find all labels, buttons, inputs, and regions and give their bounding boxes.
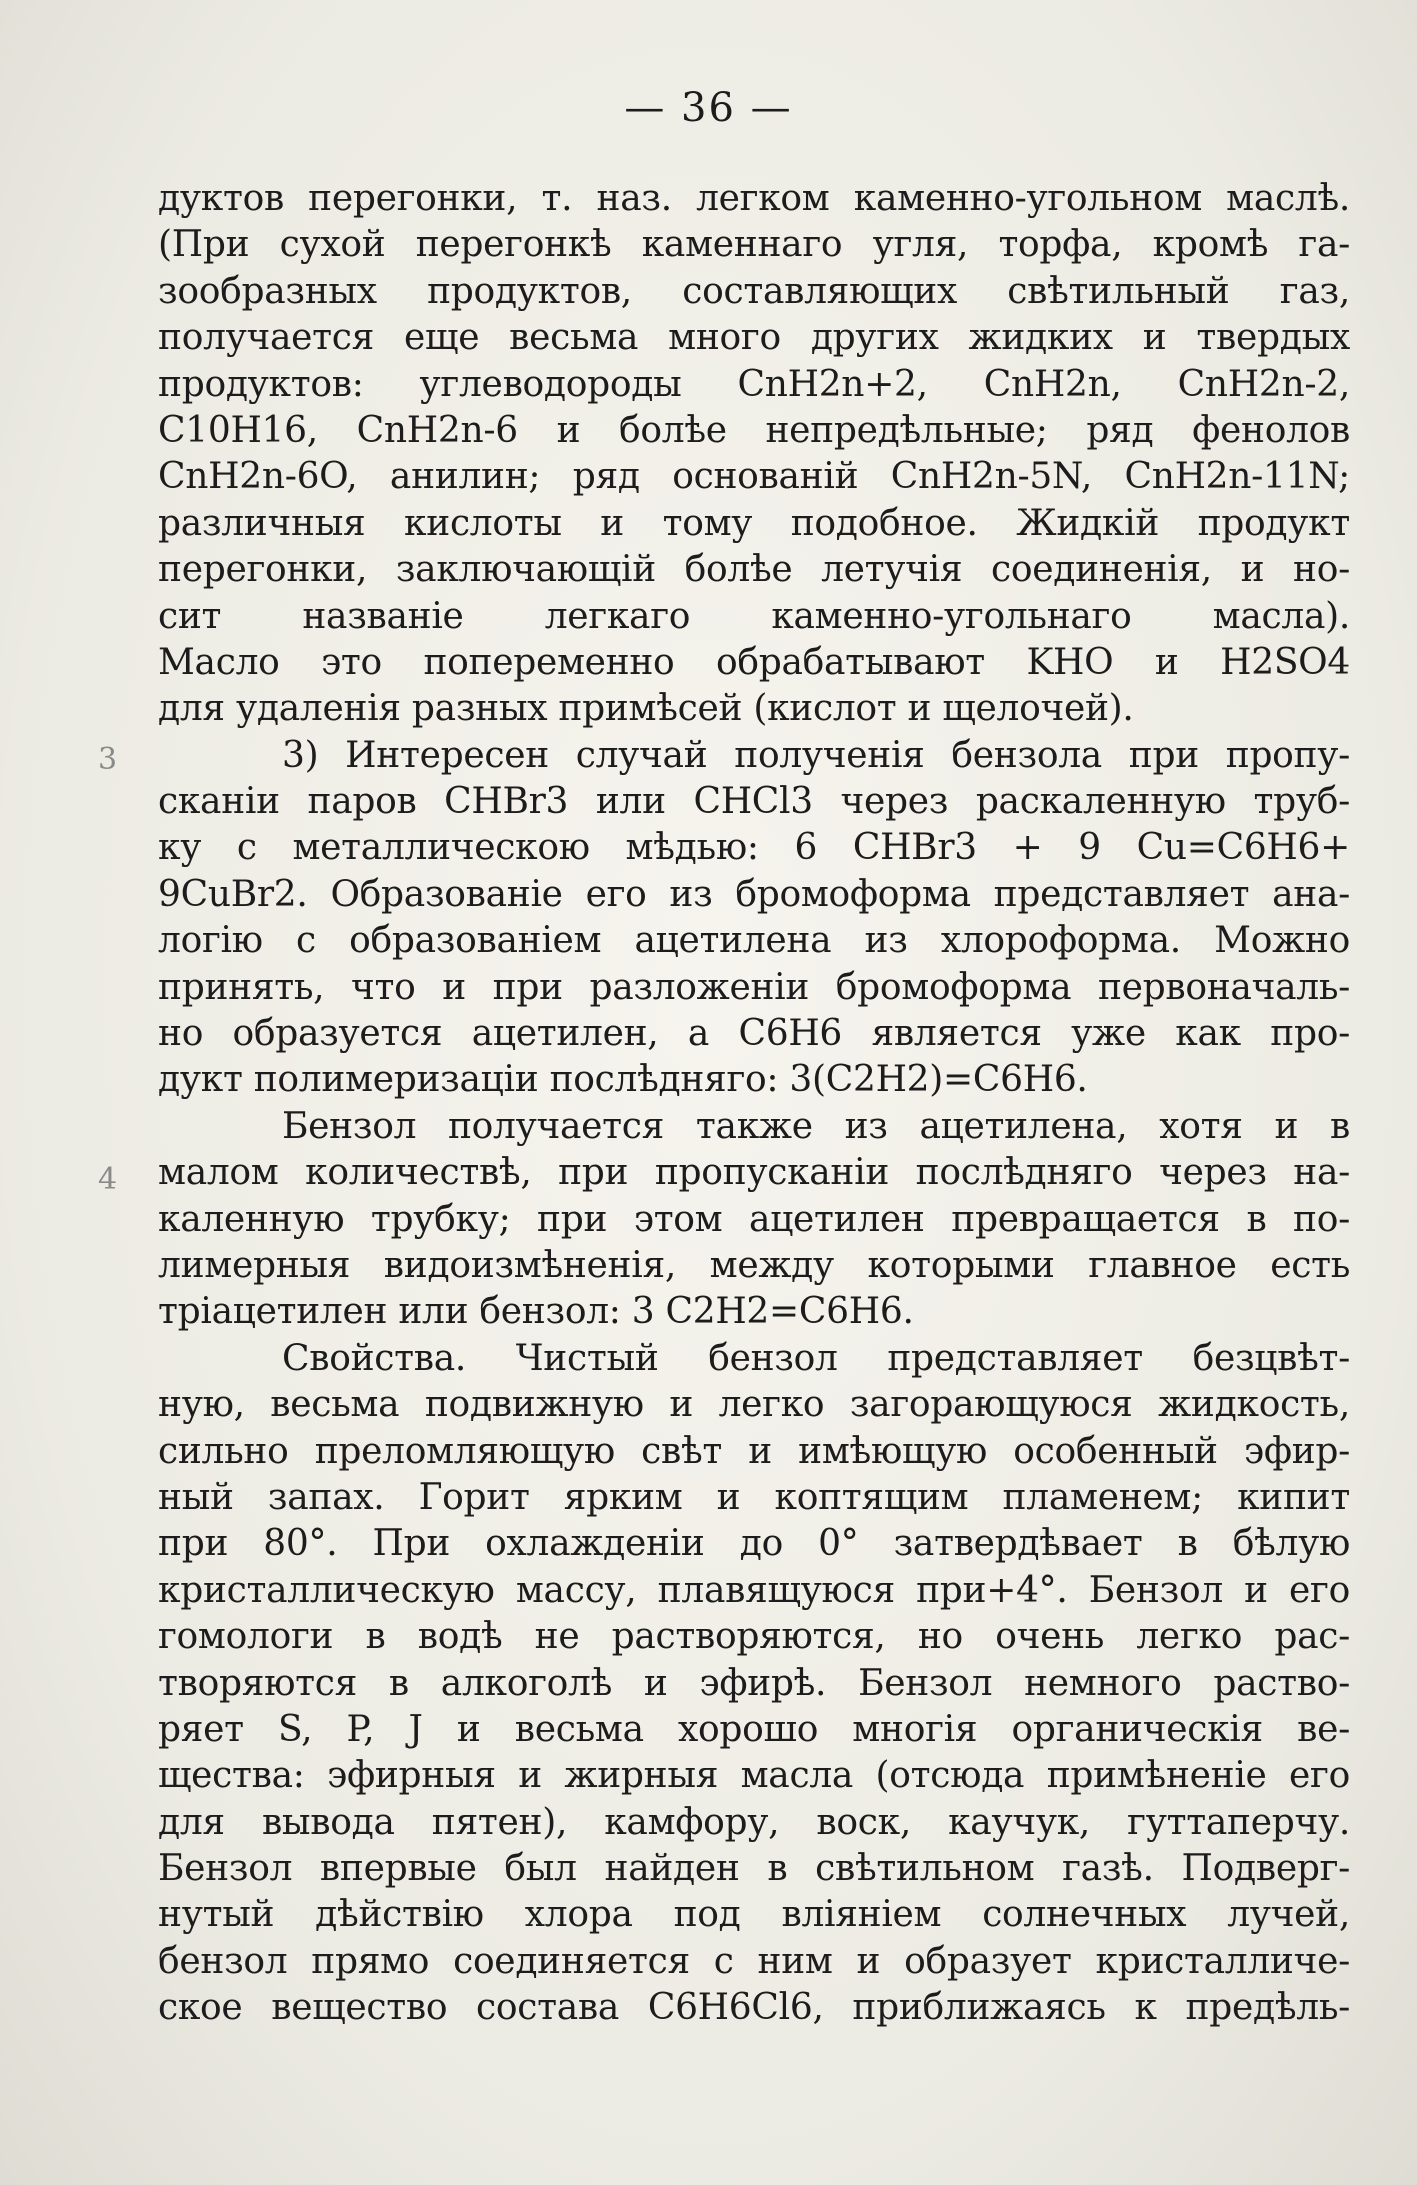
- text-line: сит названіе легкаго каменно-угольнаго масла).: [158, 595, 1350, 637]
- body-text: [158, 176, 1350, 2032]
- text-line: щества: эфирныя и жирныя масла (отсюда примѣненіе его: [158, 1755, 1350, 1797]
- text-line: ку с металлическою мѣдью: 6 CHBr3 + 9 Cu=C6H6+: [158, 827, 1350, 869]
- text-line: сильно преломляющую свѣт и имѣющую особенный эфир-: [158, 1430, 1350, 1472]
- text-line: (При сухой перегонкѣ каменнаго угля, торфа, кромѣ га-: [158, 224, 1350, 266]
- margin-mark: 3: [98, 742, 118, 777]
- text-line: получается еще весьма много других жидких и твердых: [158, 317, 1350, 359]
- text-line: для вывода пятен), камфору, воск, каучук, гуттаперчу.: [158, 1801, 1350, 1843]
- text-line: сканіи паров CHBr3 или CHCl3 через раскаленную труб-: [158, 781, 1350, 823]
- text-line: для удаленія разных примѣсей (кислот и щелочей).: [158, 688, 1134, 730]
- text-line: перегонки, заключающій болѣе летучія соединенія, и но-: [158, 549, 1350, 591]
- text-line: C10H16, CnH2n-6 и болѣе непредѣльные; ряд фенолов: [158, 409, 1350, 451]
- text-line: Свойства. Чистый бензол представляет безцвѣт-: [282, 1337, 1350, 1379]
- text-line: продуктов: углеводороды CnH2n+2, CnH2n, CnH2n-2,: [158, 363, 1350, 405]
- text-line: CnH2n-6O, анилин; ряд основаній CnH2n-5N, CnH2n-11N;: [158, 456, 1350, 498]
- text-line: ную, весьма подвижную и легко загорающуюся жидкость,: [158, 1384, 1350, 1426]
- text-line: логію с образованіем ацетилена из хлороформа. Можно: [158, 920, 1350, 962]
- margin-mark: 4: [98, 1162, 118, 1197]
- text-line: лимерныя видоизмѣненія, между которыми главное есть: [158, 1244, 1350, 1286]
- text-line: Масло это попеременно обрабатывают KHO и H2SO4: [158, 641, 1350, 683]
- text-line: малом количествѣ, при пропусканіи послѣдняго через на-: [158, 1152, 1350, 1194]
- text-line: каленную трубку; при этом ацетилен превращается в по-: [158, 1198, 1350, 1240]
- text-line: Бензол получается также из ацетилена, хотя и в: [282, 1105, 1350, 1147]
- text-line: различныя кислоты и тому подобное. Жидкій продукт: [158, 502, 1350, 544]
- text-line: бензол прямо соединяется с ним и образует кристалличе-: [158, 1940, 1350, 1982]
- text-line: ряет S, P, J и весьма хорошо многія органическія ве-: [158, 1708, 1350, 1750]
- text-line: 9CuBr2. Образованіе его из бромоформа представляет ана-: [158, 873, 1350, 915]
- text-line: дукт полимеризаціи послѣдняго: 3(C2H2)=C6H6.: [158, 1059, 1088, 1101]
- text-line: 3) Интересен случай полученія бензола при пропу-: [282, 734, 1350, 776]
- text-line: ское вещество состава C6H6Cl6, приближаясь к предѣль-: [158, 1987, 1350, 2029]
- text-line: дуктов перегонки, т. наз. легком каменно-угольном маслѣ.: [158, 178, 1350, 219]
- text-line: ный запах. Горит ярким и коптящим пламенем; кипит: [158, 1476, 1350, 1518]
- text-line: но образуется ацетилен, а C6H6 является уже как про-: [158, 1013, 1350, 1055]
- text-line: творяются в алкоголѣ и эфирѣ. Бензол немного раство-: [158, 1662, 1350, 1704]
- text-line: гомологи в водѣ не растворяются, но очень легко рас-: [158, 1616, 1350, 1658]
- text-line: при 80°. При охлажденіи до 0° затвердѣвает в бѣлую: [158, 1523, 1350, 1565]
- page-number: — 36 —: [624, 85, 793, 131]
- text-line: тріацетилен или бензол: 3 C2H2=C6H6.: [158, 1291, 914, 1333]
- text-line: зообразных продуктов, составляющих свѣтильный газ,: [158, 270, 1350, 312]
- text-line: принять, что и при разложеніи бромоформа первоначаль-: [158, 966, 1350, 1008]
- text-line: Бензол впервые был найден в свѣтильном газѣ. Подверг-: [158, 1848, 1350, 1890]
- text-line: нутый дѣйствію хлора под вліяніем солнечных лучей,: [158, 1894, 1350, 1936]
- text-line: кристаллическую массу, плавящуюся при+4°. Бензол и его: [158, 1569, 1350, 1611]
